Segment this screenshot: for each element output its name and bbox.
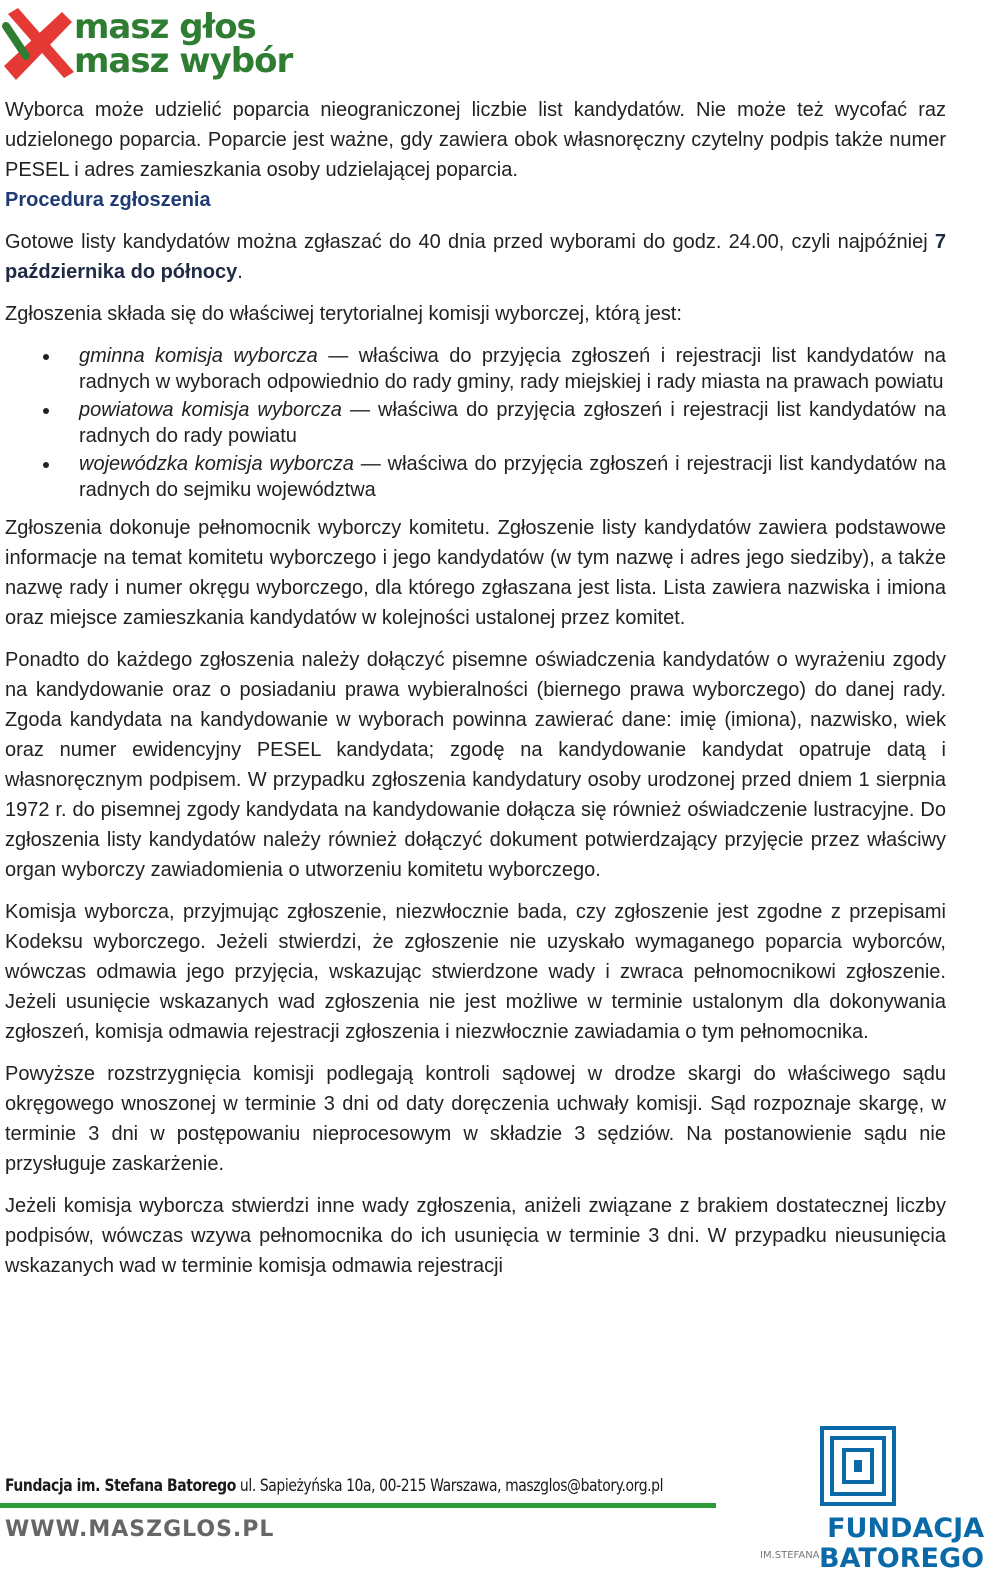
- footer-org: Fundacja im. Stefana Batorego: [5, 1476, 236, 1496]
- footer-street: ul. Sapieżyńska 10a, 00-215 Warszawa, maszglos@batory.org.pl: [235, 1476, 664, 1496]
- fundacja-batorego-emblem-icon: [818, 1424, 898, 1510]
- commission-desc: — właściwa do przyjęcia zgłoszeń i rejestracji list kandydatów na radnych do sejmiku województwa: [79, 453, 946, 501]
- logo-wordmark: [74, 7, 293, 81]
- fundacja-batorego-name: [819, 1514, 984, 1574]
- logo-line-1: masz głos: [74, 7, 256, 47]
- section-heading: Procedura zgłoszenia: [5, 189, 211, 211]
- deadline-date: 7 października do północy: [5, 231, 946, 283]
- masz-glos-logo: [4, 7, 293, 84]
- paragraph-consent: Ponadto do każdego zgłoszenia należy dołączyć pisemne oświadczenia kandydatów o wyrażeniu zgody na kandydowanie oraz o posiadaniu prawa wybieralności (biernego prawa wyborczego) do danej rady. Zgoda kandydata na kandydowanie w wyborach powinna zawierać dane: imię (imiona), nazwisko, wiek oraz numer ewidencyjny PESEL kandydata; zgodę na kandydowanie kandydat opatruje datą i własnoręcznym podpisem. W przypadku zgłoszenia kandydatury osoby urodzonej przed dniem 1 sierpnia 1972 r. do pisemnej zgody kandydata na kandydowanie dołącza się również oświadczenie lustracyjne. Do zgłoszenia listy kandydatów należy również dołączyć dokument potwierdzający przyjęcie przez właściwy organ wyborczy zawiadomienia o utworzeniu komitetu wyborczego.: [5, 649, 946, 881]
- list-item: [5, 343, 946, 395]
- commission-term: powiatowa komisja wyborcza: [79, 399, 342, 421]
- fb-line-2: BATOREGO: [819, 1543, 984, 1574]
- footer-divider: [0, 1503, 716, 1508]
- paragraph-verification: Komisja wyborcza, przyjmując zgłoszenie, niezwłocznie bada, czy zgłoszenie jest zgodne z przepisami Kodeksu wyborczego. Jeżeli stwierdzi, że zgłoszenie nie uzyskało wymaganego poparcia wyborców, wówczas odmawia jego przyjęcia, wskazując stwierdzone wady i zwraca pełnomocnikowi zgłoszenie. Jeżeli usunięcie wskazanych wad zgłoszenia nie jest możliwe w terminie ustalonym dla dokonywania zgłoszeń, komisja odmawia rejestracji zgłoszenia i niezwłocznie zawiadamia o tym pełnomocnika.: [5, 901, 946, 1043]
- fb-line-1: FUNDACJA: [827, 1513, 984, 1544]
- deadline-text: Gotowe listy kandydatów można zgłaszać do 40 dnia przed wyborami do godz. 24.00, czyli najpóźniej: [5, 231, 935, 253]
- list-item: [5, 451, 946, 503]
- commission-term: gminna komisja wyborcza: [79, 345, 318, 367]
- paragraph-commissions-intro: Zgłoszenia składa się do właściwej terytorialnej komisji wyborczej, którą jest:: [5, 303, 682, 325]
- commission-list: [5, 343, 946, 503]
- fb-small-text: IM.STEFANA: [760, 1550, 820, 1561]
- paragraph-proxy: Zgłoszenia dokonuje pełnomocnik wyborczy komitetu. Zgłoszenie listy kandydatów zawiera podstawowe informacje na temat komitetu wyborczego i jego kandydatów (w tym nazwę i adres jego siedziby), a także nazwę rady i numer okręgu wyborczego, dla którego zgłaszana jest lista. Lista zawiera nazwiska i imiona oraz miejsce zamieszkania kandydatów w kolejności ustalonej przez komitet.: [5, 517, 946, 629]
- footer-website[interactable]: WWW.MASZGLOS.PL: [5, 1517, 275, 1542]
- logo-line-2: masz wybór: [74, 41, 293, 81]
- document-body: [5, 95, 946, 1281]
- paragraph-defects: Jeżeli komisja wyborcza stwierdzi inne wady zgłoszenia, aniżeli związane z brakiem dostatecznej liczby podpisów, wówczas wzywa pełnomocnika do ich usunięcia w terminie 3 dni. W przypadku nieusunięcia wskazanych wad w terminie komisja odmawia rejestracji: [5, 1195, 946, 1277]
- footer-address: [5, 1476, 663, 1496]
- commission-desc: — właściwa do przyjęcia zgłoszeń i rejestracji list kandydatów na radnych do rady powiatu: [79, 399, 946, 447]
- paragraph-court: Powyższe rozstrzygnięcia komisji podlegają kontroli sądowej w drodze skargi do właściwego sądu okręgowego wnoszonej w terminie 3 dni od daty doręczenia uchwały komisji. Sąd rozpoznaje skargę, w terminie 3 dni w postępowaniu nieprocesowym w składzie 3 sędziów. Na postanowienie sądu nie przysługuje zaskarżenie.: [5, 1063, 946, 1175]
- paragraph-support: Wyborca może udzielić poparcia nieograniczonej liczbie list kandydatów. Nie może też wycofać raz udzielonego poparcia. Poparcie jest ważne, gdy zawiera obok własnoręczny czytelny podpis także numer PESEL i adres zamieszkania osoby udzielającej poparcia.: [5, 99, 946, 181]
- deadline-end: .: [237, 261, 243, 283]
- commission-term: wojewódzka komisja wyborcza: [79, 453, 354, 475]
- list-item: [5, 397, 946, 449]
- paragraph-deadline: [5, 227, 946, 287]
- red-x-check-icon: [4, 8, 76, 84]
- commission-desc: — właściwa do przyjęcia zgłoszeń i rejestracji list kandydatów na radnych w wyborach odpowiednio do rady gminy, rady miejskiej i rady miasta na prawach powiatu: [79, 345, 946, 393]
